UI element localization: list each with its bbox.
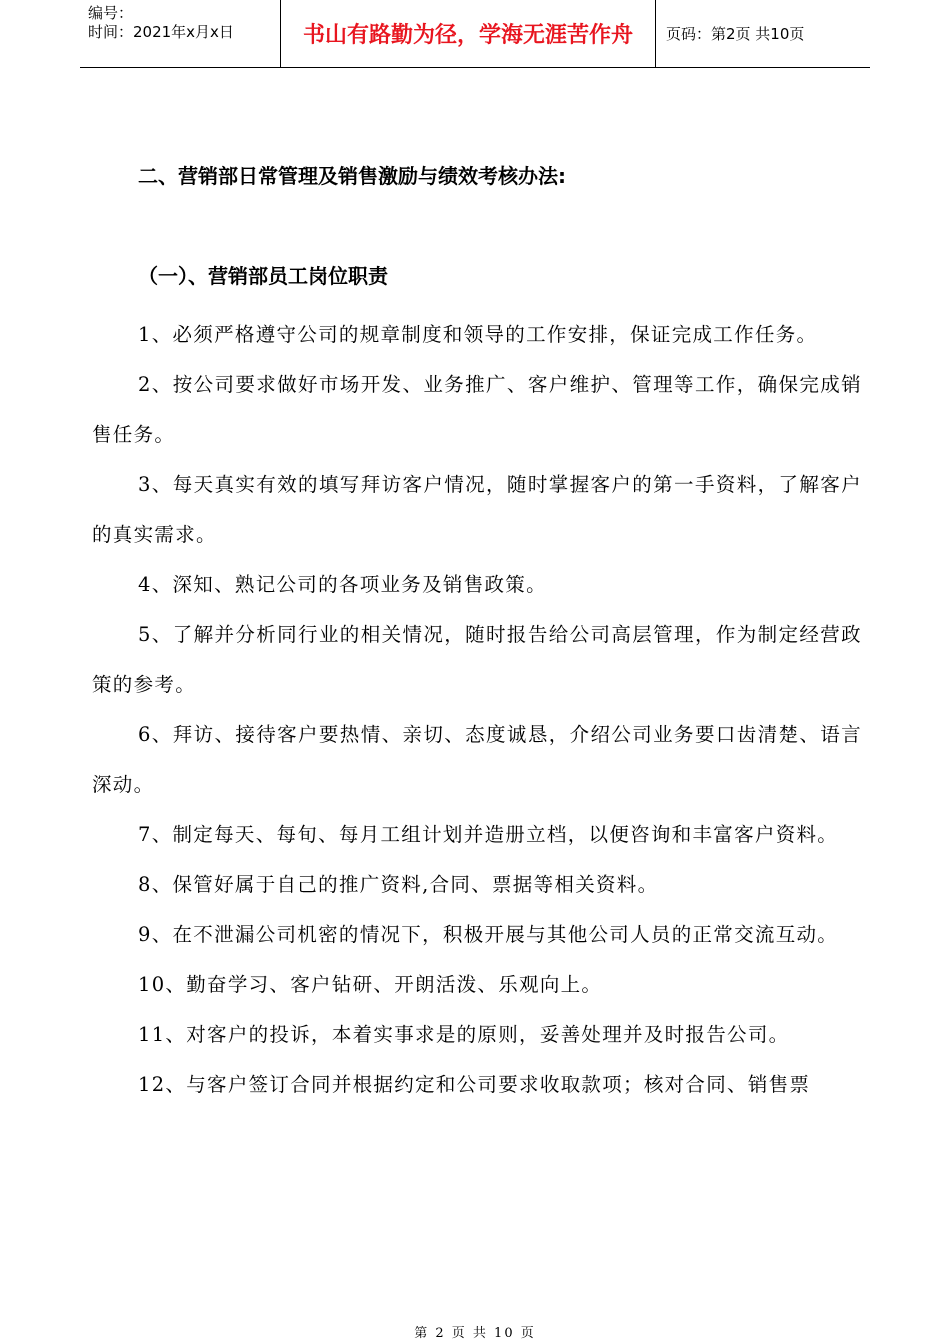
- list-item: 9、在不泄漏公司机密的情况下，积极开展与其他公司人员的正常交流互动。: [138, 923, 839, 946]
- header-motto: 书山有路勤为径，学海无涯苦作舟: [280, 0, 656, 67]
- list-item: 6、拜访、接待客户要热情、亲切、态度诚恳，介绍公司业务要口齿清楚、语言深动。: [92, 723, 862, 796]
- duty-list: [92, 310, 862, 1110]
- list-item: 12、与客户签订合同并根据约定和公司要求收取款项；核对合同、销售票: [138, 1073, 811, 1096]
- list-item: 10、勤奋学习、客户钻研、开朗活泼、乐观向上。: [138, 973, 603, 996]
- page-footer: 第 2 页 共 10 页: [414, 1326, 536, 1341]
- list-item: 7、制定每天、每旬、每月工组计划并造册立档，以便咨询和丰富客户资料。: [138, 823, 839, 846]
- list-item: 4、深知、熟记公司的各项业务及销售政策。: [138, 573, 547, 596]
- code-label: 编号：: [88, 4, 134, 22]
- list-item: 3、每天真实有效的填写拜访客户情况，随时掌握客户的第一手资料，了解客户的真实需求。: [92, 473, 862, 546]
- subsection-title: （一）、营销部员工岗位职责: [138, 264, 388, 288]
- section-title: 二、营销部日常管理及销售激励与绩效考核办法:: [138, 164, 566, 188]
- list-item: 1、必须严格遵守公司的规章制度和领导的工作安排，保证完成工作任务。: [138, 323, 818, 346]
- header-page-label: 页码：第2页 共10页: [666, 25, 805, 43]
- header-meta: [80, 0, 280, 67]
- list-item: 8、保管好属于自己的推广资料,合同、票据等相关资料。: [138, 873, 659, 896]
- list-item: 2、按公司要求做好市场开发、业务推广、客户维护、管理等工作，确保完成销售任务。: [92, 373, 862, 446]
- page-header: [80, 0, 870, 68]
- list-item: 5、了解并分析同行业的相关情况，随时报告给公司高层管理，作为制定经营政策的参考。: [92, 623, 862, 696]
- list-item: 11、对客户的投诉，本着实事求是的原则，妥善处理并及时报告公司。: [138, 1023, 790, 1046]
- time-label: 时间：2021年x月x日: [88, 23, 234, 41]
